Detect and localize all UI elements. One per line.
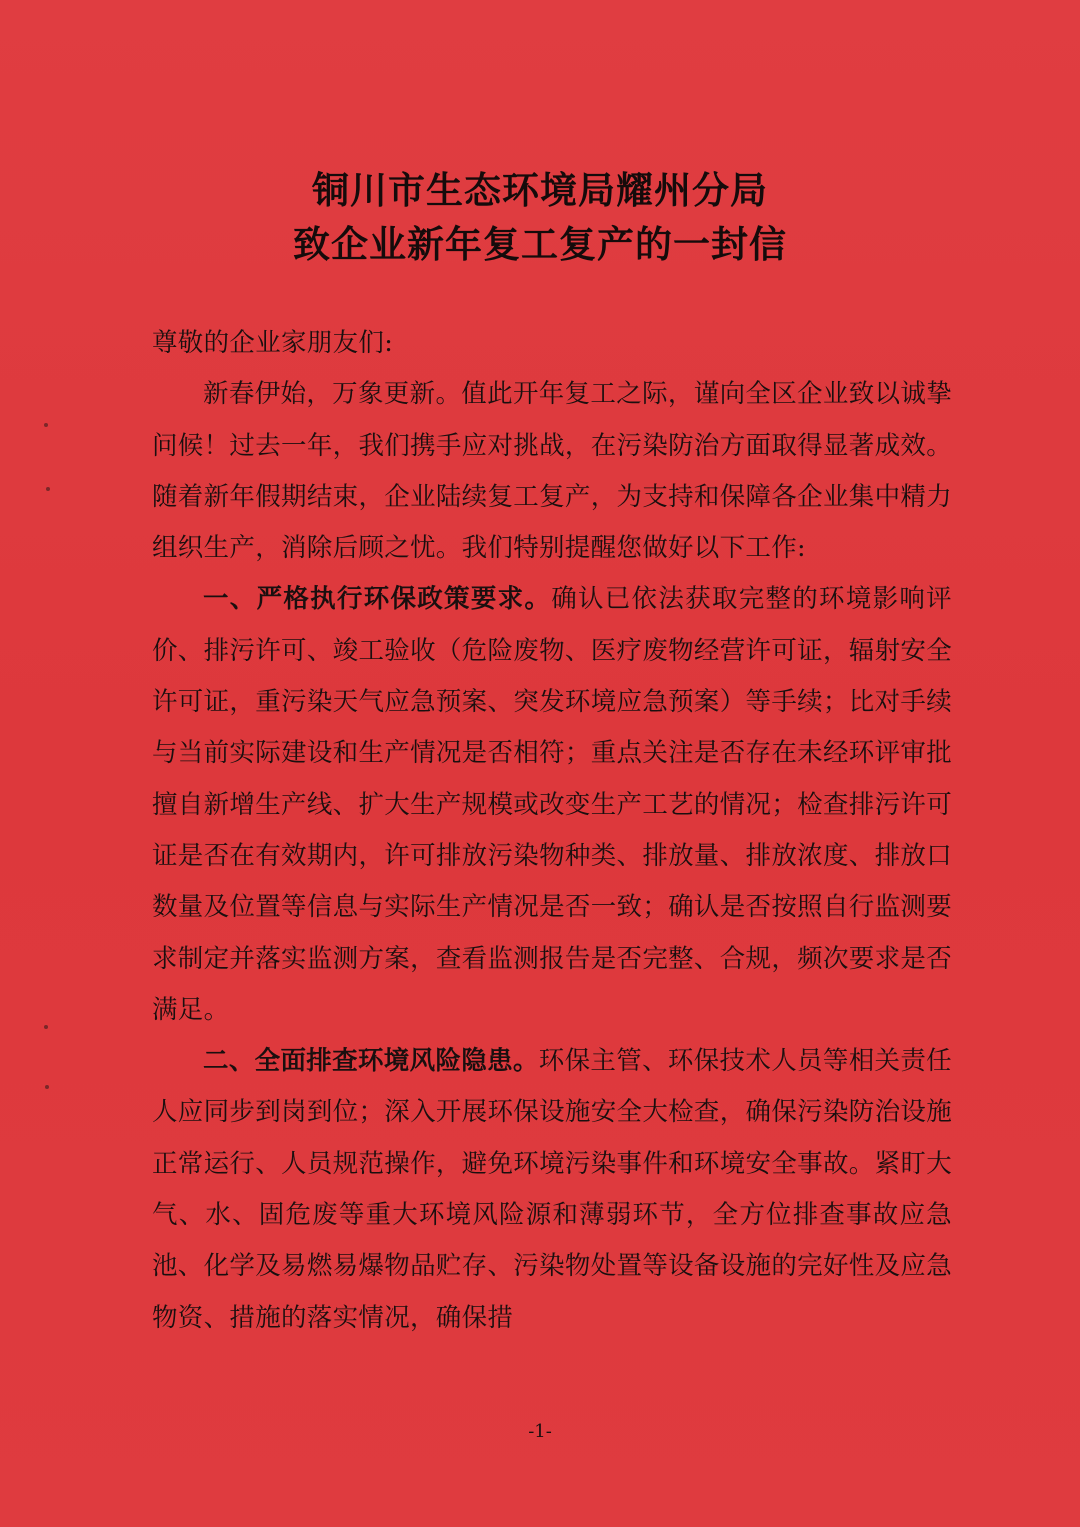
section-1-text: 确认已依法获取完整的环境影响评价、排污许可、竣工验收（危险废物、医疗废物经营许可证，辐射安全许可证，重污染天气应急预案、突发环境应急预案）等手续；比对手续与当前实际建设和生产情况是否相符；重点关注是否存在未经环评审批擅自新增生产线、扩大生产规模或改变生产工艺的情况；检查排污许可证是否在有效期内，许可排放污染物种类、排放量、排放浓度、排放口数量及位置等信息与实际生产情况是否一致；确认是否按照自行监测要求制定并落实监测方案，查看监测报告是否完整、合规，频次要求是否满足。 [152, 584, 952, 1025]
document-title-line2: 致企业新年复工复产的一封信 [293, 222, 787, 266]
section-2-paragraph [152, 1036, 952, 1344]
page-number: -1- [528, 1421, 552, 1442]
section-2-heading: 二、全面排查环境风险隐患。 [203, 1046, 539, 1077]
binding-hole-mark [44, 1025, 48, 1029]
salutation: 尊敬的企业家朋友们: [152, 328, 394, 358]
document-title-line1: 铜川市生态环境局耀州分局 [312, 168, 768, 212]
intro-paragraph: 新春伊始，万象更新。值此开年复工之际，谨向全区企业致以诚挚问候！过去一年，我们携手应对挑战，在污染防治方面取得显著成效。随着新年假期结束，企业陆续复工复产，为支持和保障各企业集中精力组织生产，消除后顾之忧。我们特别提醒您做好以下工作: [152, 379, 952, 564]
binding-hole-mark [46, 487, 50, 491]
letter-body [152, 318, 952, 1344]
section-1-heading: 一、严格执行环保政策要求。 [203, 584, 552, 615]
binding-hole-mark [45, 1085, 49, 1089]
section-2-text: 环保主管、环保技术人员等相关责任人应同步到岗到位；深入开展环保设施安全大检查，确保污染防治设施正常运行、人员规范操作，避免环境污染事件和环境安全事故。紧盯大气、水、固危废等重大环境风险源和薄弱环节，全方位排查事故应急池、化学及易燃易爆物品贮存、污染物处置等设备设施的完好性及应急物资、措施的落实情况，确保措 [152, 1046, 952, 1333]
section-1-paragraph [152, 574, 952, 1036]
binding-hole-mark [44, 423, 48, 427]
